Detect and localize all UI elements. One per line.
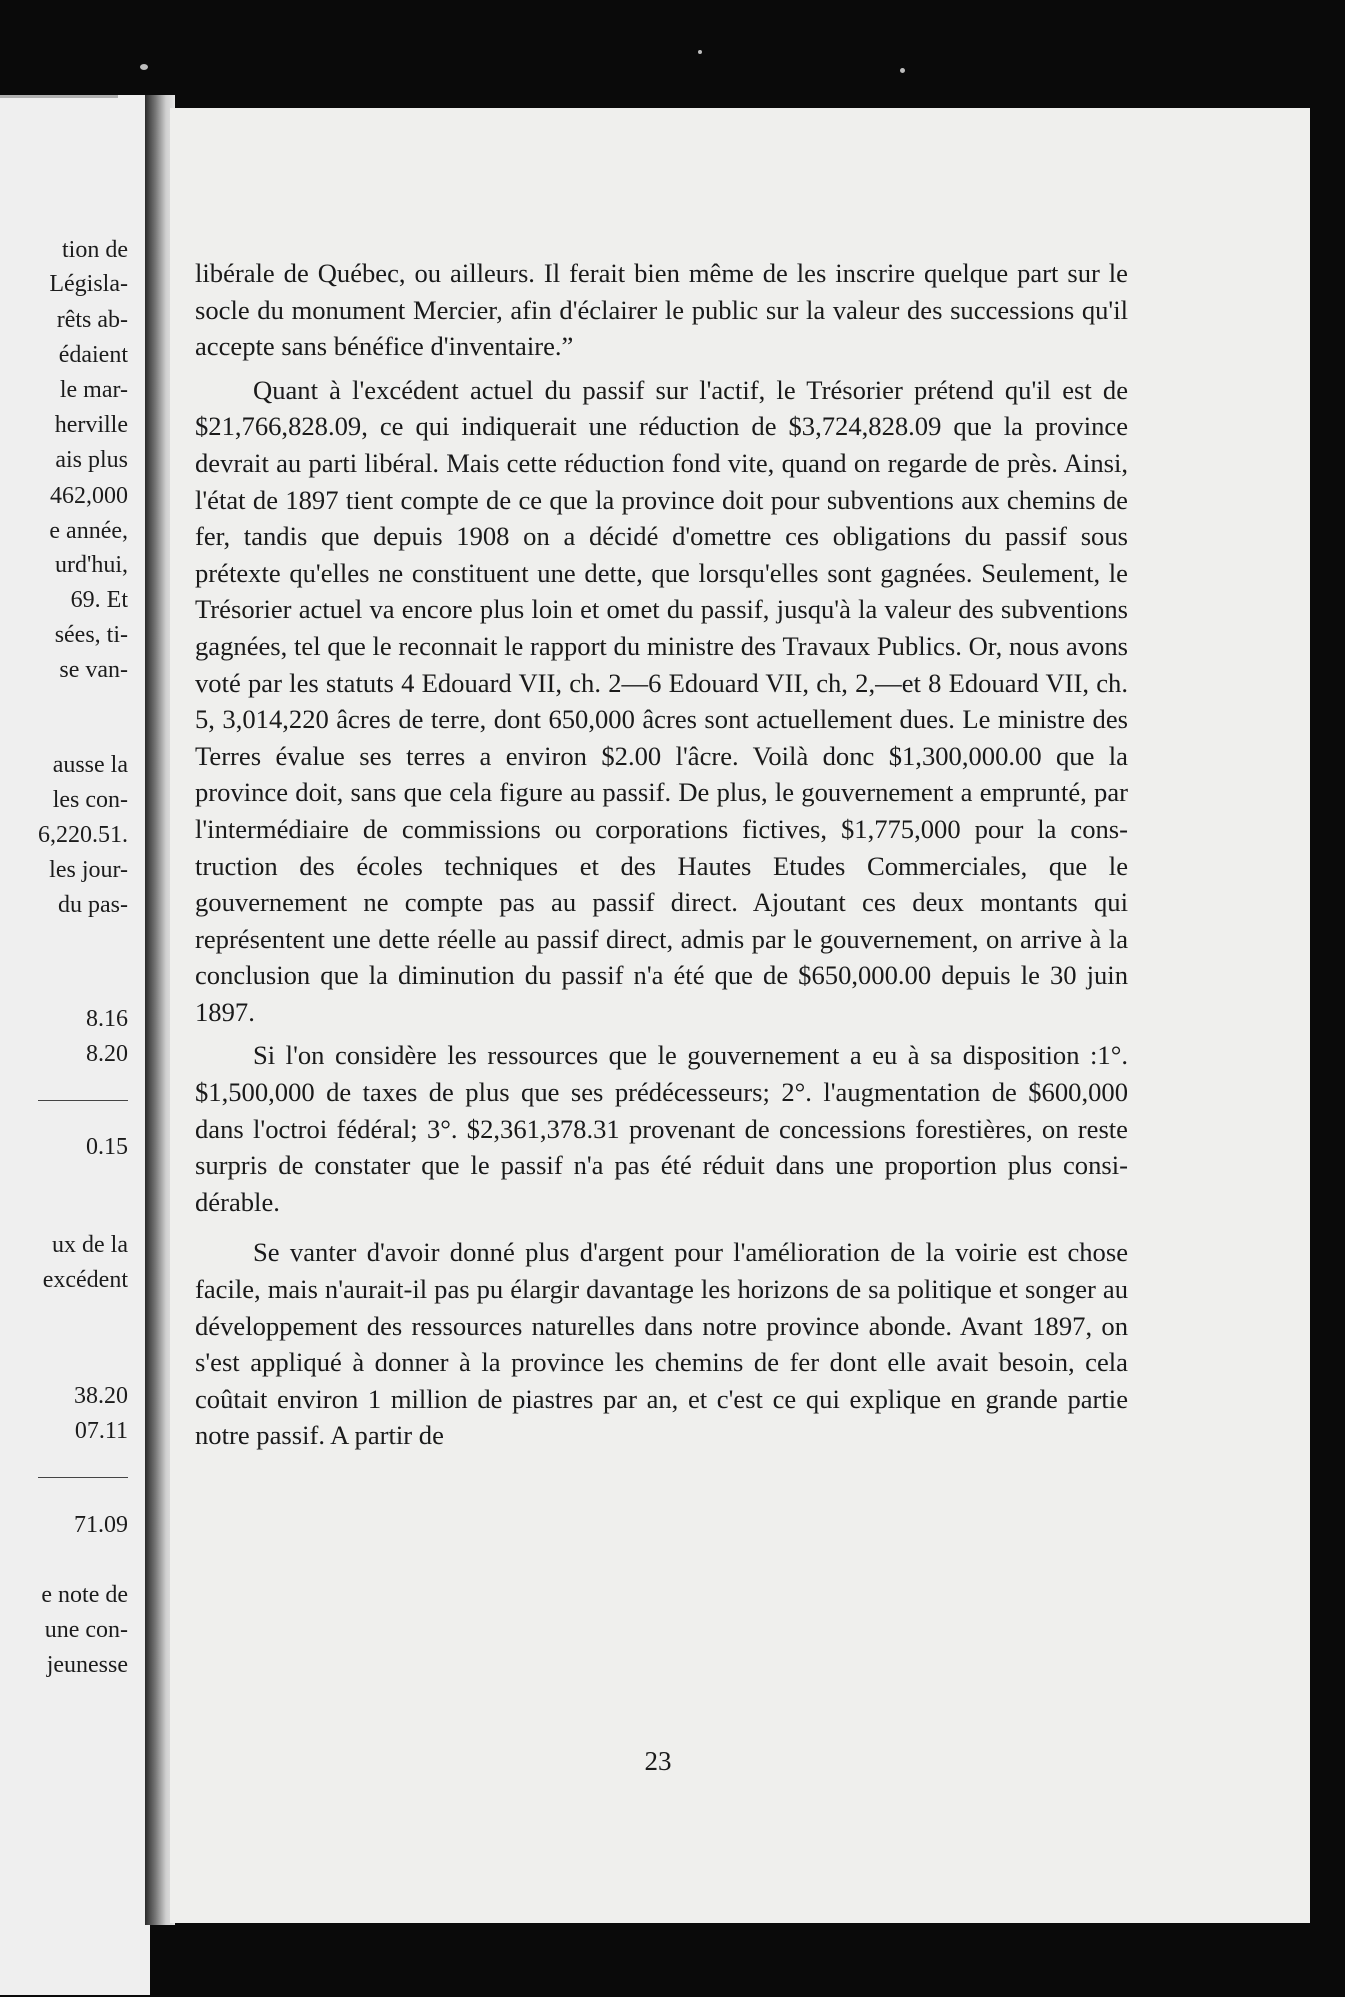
left-fragment-line: 07.11 [74, 1418, 128, 1444]
left-fragment-line: se van- [59, 657, 128, 683]
body-paragraph: Quant à l'excédent actuel du passif sur l'actif, le Trésorier prétend qu'il est de $21,766,828.09, ce qui indiquerait une réduction de $3,724,828.09 que la province devrait au parti libéral. Mais cette réduction fond vite, quand on regarde de près. Ainsi, l'état de 1897 tient compte de ce que la province doit pour subventions aux chemins de fer, tandis que depuis 1908 on a décidé d'omettre ces obligations du passif sous prétexte qu'elles ne constituent une dette, que lorsqu'elles sont gagnées. Seulement, le Trésorier actuel va encore plus loin et omet du passif, jusqu'à la valeur des subventions gagnées, tel que le reconnait le rapport du ministre des Travaux Publics. Or, nous avons voté par les statuts 4 Edouard VII, ch. 2—6 Edouard VII, ch, 2,—et 8 Edouard VII, ch. 5, 3,014,220 âcres de terre, dont 650,000 âcres sont actuellement dues. Le ministre des Terres évalue ses terres a environ $2.00 l'âcre. Voilà donc $1,300,000.00 que la province doit, sans que cela figure au passif. De plus, le gouvernement a emprunté, par l'intermédiaire de commissions ou corporations fictives, $1,775,000 pour la construction des écoles techniques et des Hautes Etudes Commerciales, que le gouvernement ne compte pas au passif direct. Ajoutant ces deux montants qui représentent une dette réelle au passif direct, admis par le gouvernement, on arrive à la conclusion que la diminution du passif n'a été que de $650,000.00 depuis le 30 juin 1897. [195, 374, 1128, 1027]
left-fragment-line: 0.15 [86, 1134, 128, 1160]
left-fragment-line: ais plus [55, 447, 128, 473]
left-fragment-line: les con- [52, 787, 128, 813]
left-fragment-line: excédent [42, 1267, 128, 1293]
left-fragment-line: e année, [49, 518, 128, 544]
left-fragment-line: 8.16 [86, 1006, 128, 1032]
left-fragment-line: urd'hui, [55, 552, 128, 578]
scan-speck [698, 50, 702, 54]
left-fragment-line: les jour- [49, 857, 128, 883]
left-fragment-line: tion de [62, 237, 128, 263]
scan-speck [140, 64, 148, 70]
left-fragment-line: 6,220.51. [38, 822, 128, 848]
left-fragment-line: rêts ab- [56, 307, 128, 333]
left-fragment-line: une con- [44, 1617, 128, 1643]
body-paragraph: Si l'on considère les ressources que le gouvernement a eu à sa disposition :1°. $1,500,000 de taxes de plus que ses prédécesseurs; 2°. l'augmentation de $600,000 dans l'octroi fédéral; 3°. $2,361,378.31 provenant de concessions forestières, on reste surpris de constater que le passif n'a pas été réduit dans une proportion plus considérable. [195, 1040, 1128, 1217]
left-fragment-line: sées, ti- [54, 622, 128, 648]
scan-speck [900, 68, 905, 73]
left-fragment-line: e note de [41, 1582, 128, 1608]
left-fragment-line: édaient [58, 342, 128, 368]
left-fragment-line: 8.20 [86, 1041, 128, 1067]
left-fragment-line: jeunesse [46, 1652, 128, 1678]
sum-rule [38, 1100, 128, 1101]
left-fragment-line: du pas- [58, 892, 128, 918]
left-fragment-line: herville [54, 412, 128, 438]
page-number: 23 [644, 1746, 672, 1776]
left-fragment-line: 38.20 [74, 1383, 128, 1409]
body-paragraph: libérale de Québec, ou ailleurs. Il ferait bien même de les inscrire quelque part sur le socle du monument Mercier, afin d'éclairer le public sur la valeur des successions qu'il accepte sans bénéfice d'inventaire.” [195, 258, 1128, 362]
left-page-fragment [0, 95, 150, 1995]
left-fragment-line: 462,000 [50, 483, 128, 509]
page-body-text [195, 255, 1128, 1454]
left-fragment-line: 69. Et [70, 587, 128, 613]
left-fragment-line: 71.09 [74, 1512, 128, 1538]
left-page-top-rule [0, 95, 118, 98]
body-paragraph: Se vanter d'avoir donné plus d'argent pour l'amélioration de la voirie est chose facile, mais n'aurait-il pas pu élargir davantage les horizons de sa politique et songer au développement des ressources naturelles dans notre province abonde. Avant 1897, on s'est appliqué à donner à la province les chemins de fer dont elle avait besoin, cela coûtait environ 1 million de piastres par an, et c'est ce qui explique en grande partie notre passif. A partir de [195, 1237, 1128, 1451]
left-fragment-line: ausse la [52, 752, 128, 778]
sum-rule [38, 1477, 128, 1478]
left-fragment-line: Législa- [49, 271, 128, 297]
left-fragment-line: ux de la [52, 1232, 128, 1258]
left-fragment-line: le mar- [59, 377, 128, 403]
